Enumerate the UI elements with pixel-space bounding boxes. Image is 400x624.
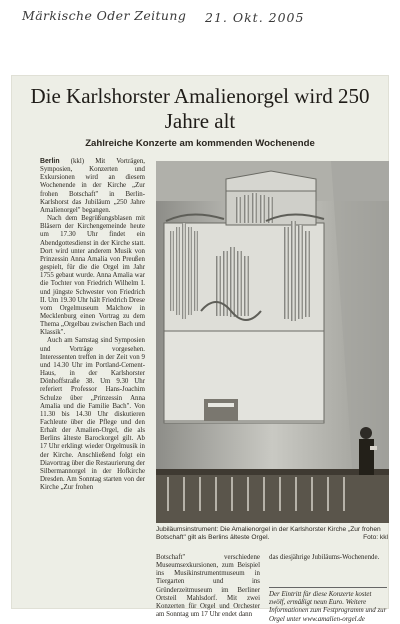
photo-credit: Foto: kkl — [363, 534, 388, 542]
paragraph-2: Nach dem Begrüßungsblasen mit Bläsern der Kirchengemeinde heute um 17.30 Uhr findet ein Abendgottesdienst in der Kirche statt. Dort wird unter anderem Musik von Prinzessin Anna Amalia von Preußen gespielt, für die die Orgel im Jahr 1755 gebaut wurde. Anna Amalia war die Tochter von Friedrich Wilhelm I. und jüngste Schwester von Friedrich II. Um 19.30 Uhr hält Friedrich Drese vom Orgelmuseum Malchow in Mecklenburg einen Vortrag zu dem Thema „Orgelbau zwischen Bach und Klassik". — [40, 215, 145, 337]
handwritten-source: Märkische Oder Zeitung — [22, 8, 187, 23]
handwritten-date: 21. Okt. 2005 — [205, 10, 305, 25]
paragraph-3: Auch am Samstag sind Symposien und Vorträge vorgesehen. Interessenten treffen in der Zeit von 9 und 14.30 Uhr im Portland-Cement-Haus, in der Karlshorster Dönhoffstraße 38. Um 9.30 Uhr referiert Professor Hans-Joachim Schulze über „Prinzessin Anna Amalia und die Familie Bach". Von 11.30 bis 14.30 Uhr diskutieren Fachleute über die Pflege und den Erhalt der Amalien-Orgel, die als Berlins älteste Barockorgel gilt. Ab 17 Uhr erklingt wieder Orgelmusik in der Kirche. Anschließend folgt ein Diavortrag über die Restaurierung der Silbermannorgel in der Hofkirche Dresden. Am Sonntag starten von der Kirche „Zur frohen — [40, 337, 145, 492]
article-headline: Die Karlshorster Amalienorgel wird 250 Jahre alt — [30, 84, 370, 133]
caption-text: Jubiläumsinstrument: Die Amalienorgel in der Karlshorster Kirche „Zur frohen Botschaft" gilt als Berlins älteste Orgel. — [156, 526, 381, 542]
organ-illustration — [156, 161, 389, 523]
ticket-info-note: Der Eintritt für diese Konzerte kostet zwölf, ermäßigt neun Euro. Weitere Informationen zum Festprogramm und zur Orgel unter www.amalien-orgel.de — [269, 587, 387, 624]
lead-text: (kkl) Mit Vorträgen, Symposien, Konzerten und Exkursionen wird an diesem Wochenende in der Kirche „Zur frohen Botschaft" in Berlin-Karlshorst das Jubiläum „250 Jahre Amalienorgel" begangen. — [40, 158, 145, 214]
console — [204, 399, 238, 421]
photo-caption — [156, 526, 388, 542]
article-column-2: Botschaft" verschiedene Museumsexkursionen, zum Beispiel ins Musikinstrumentmuseum in Tiergarten und ins Gründerzeitmuseum im Berliner Ortsteil Mahlsdorf. Mit zwei Konzerten für Orgel und Orchester am Sonntag um 17 Uhr endet dann — [156, 554, 260, 619]
organ-photo — [156, 161, 389, 523]
dateline: Berlin — [40, 158, 60, 165]
article-column-3 — [269, 554, 389, 562]
lead-paragraph — [40, 158, 145, 215]
closing-text: das diesjährige Jubiläums-Wochenende. — [269, 554, 380, 561]
article-subheadline: Zahlreiche Konzerte am kommenden Wochenende — [85, 138, 315, 149]
article-column-1 — [40, 158, 145, 492]
newspaper-clipping — [12, 76, 388, 623]
